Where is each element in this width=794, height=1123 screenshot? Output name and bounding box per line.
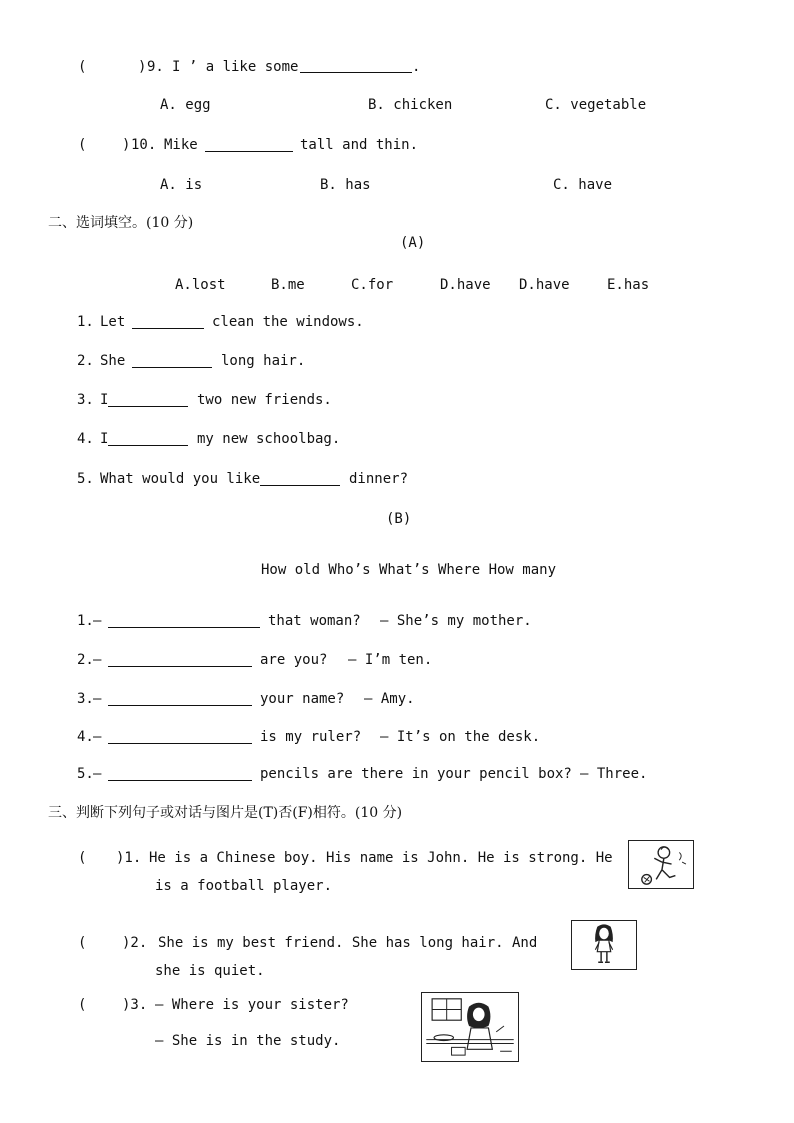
girl-in-kitchen-illustration-icon — [422, 993, 518, 1061]
j3-line2: — She is in the study. — [155, 1033, 341, 1049]
j3-paren-close: )3. — [122, 997, 148, 1013]
q9-paren-open: ( — [78, 59, 87, 75]
b3-number: 3. — [77, 691, 94, 707]
j3-paren-open: ( — [78, 997, 87, 1013]
j1-line2: is a football player. — [155, 878, 333, 894]
b1-answer: — She’s my mother. — [380, 613, 532, 629]
q9-blank[interactable] — [300, 72, 412, 73]
a5-post: dinner? — [349, 471, 409, 487]
q9-stem-end: . — [412, 59, 421, 75]
a4-post: my new schoolbag. — [197, 431, 341, 447]
b1-blank[interactable] — [108, 627, 260, 628]
a2-number: 2. — [77, 353, 94, 369]
j2-line1: She is my best friend. She has long hair. And — [158, 935, 538, 951]
a3-pre: I — [100, 392, 109, 408]
football-player-image — [628, 840, 694, 889]
j2-paren-close: )2. — [122, 935, 148, 951]
b3-blank[interactable] — [108, 705, 252, 706]
b2-number: 2. — [77, 652, 94, 668]
a4-number: 4. — [77, 431, 94, 447]
a3-blank[interactable] — [108, 406, 188, 407]
j1-paren-close: )1. — [116, 850, 142, 866]
q10-paren-open: ( — [78, 137, 87, 153]
choice-c: C.for — [351, 277, 394, 293]
a1-number: 1. — [77, 314, 94, 330]
long-hair-girl-image — [571, 920, 637, 970]
a1-blank[interactable] — [132, 328, 204, 329]
b4-post: is my ruler? — [260, 729, 362, 745]
b2-answer: — I’m ten. — [348, 652, 433, 668]
b4-answer: — It’s on the desk. — [380, 729, 541, 745]
a4-blank[interactable] — [108, 445, 188, 446]
q9-number: 9. — [147, 59, 164, 75]
a1-post: clean the windows. — [212, 314, 364, 330]
choice-a: A.lost — [175, 277, 226, 293]
a5-number: 5. — [77, 471, 94, 487]
q9-option-a: A. egg — [160, 97, 211, 113]
a1-pre: Let — [100, 314, 126, 330]
a4-pre: I — [100, 431, 109, 447]
q10-blank[interactable] — [205, 151, 293, 152]
a5-blank[interactable] — [260, 485, 340, 486]
b3-post: your name? — [260, 691, 345, 707]
b5-post: pencils are there in your pencil box? — [260, 766, 572, 782]
girl-in-kitchen-image — [421, 992, 519, 1062]
long-hair-girl-illustration-icon — [572, 921, 636, 969]
choice-d: D.have — [440, 277, 491, 293]
a3-number: 3. — [77, 392, 94, 408]
q9-option-c: C. vegetable — [545, 97, 647, 113]
q9-option-b: B. chicken — [368, 97, 453, 113]
word-bank: How old Who’s What’s Where How many — [261, 562, 557, 578]
q9-stem: I ’ a like some — [172, 59, 299, 75]
q10-option-b: B. has — [320, 177, 371, 193]
b1-number: 1. — [77, 613, 94, 629]
j1-paren-open: ( — [78, 850, 87, 866]
part-b-label: (B) — [386, 511, 412, 527]
j1-line1: He is a Chinese boy. His name is John. He is strong. He — [149, 850, 613, 866]
b2-blank[interactable] — [108, 666, 252, 667]
j2-paren-open: ( — [78, 935, 87, 951]
part-a-label: (A) — [400, 235, 426, 251]
j3-line1: — Where is your sister? — [155, 997, 349, 1013]
b2-dash: — — [93, 652, 102, 668]
q10-paren-close: ) — [122, 137, 131, 153]
q9-paren-close: ) — [138, 59, 147, 75]
j2-line2: she is quiet. — [155, 963, 265, 979]
q10-stem: Mike — [164, 137, 198, 153]
section3-heading: 三、判断下列句子或对话与图片是(T)否(F)相符。(10 分) — [48, 805, 403, 821]
b3-dash: — — [93, 691, 102, 707]
b4-blank[interactable] — [108, 743, 252, 744]
a3-post: two new friends. — [197, 392, 332, 408]
b2-post: are you? — [260, 652, 328, 668]
choice-d2: D.have — [519, 277, 570, 293]
choice-b: B.me — [271, 277, 305, 293]
b4-number: 4. — [77, 729, 94, 745]
football-player-illustration-icon — [629, 841, 693, 888]
a5-pre: What would you like — [100, 471, 261, 487]
a2-blank[interactable] — [132, 367, 212, 368]
b5-dash: — — [93, 766, 102, 782]
b1-post: that woman? — [268, 613, 361, 629]
b5-number: 5. — [77, 766, 94, 782]
q10-option-a: A. is — [160, 177, 203, 193]
b5-answer: — Three. — [580, 766, 648, 782]
choice-e: E.has — [607, 277, 650, 293]
b5-blank[interactable] — [108, 780, 252, 781]
q10-option-c: C. have — [553, 177, 613, 193]
section2-heading: 二、选词填空。(10 分) — [48, 215, 194, 231]
a2-post: long hair. — [221, 353, 306, 369]
b1-dash: — — [93, 613, 102, 629]
b4-dash: — — [93, 729, 102, 745]
q10-stem-end: tall and thin. — [300, 137, 419, 153]
q10-number: 10. — [131, 137, 157, 153]
b3-answer: — Amy. — [364, 691, 415, 707]
a2-pre: She — [100, 353, 126, 369]
